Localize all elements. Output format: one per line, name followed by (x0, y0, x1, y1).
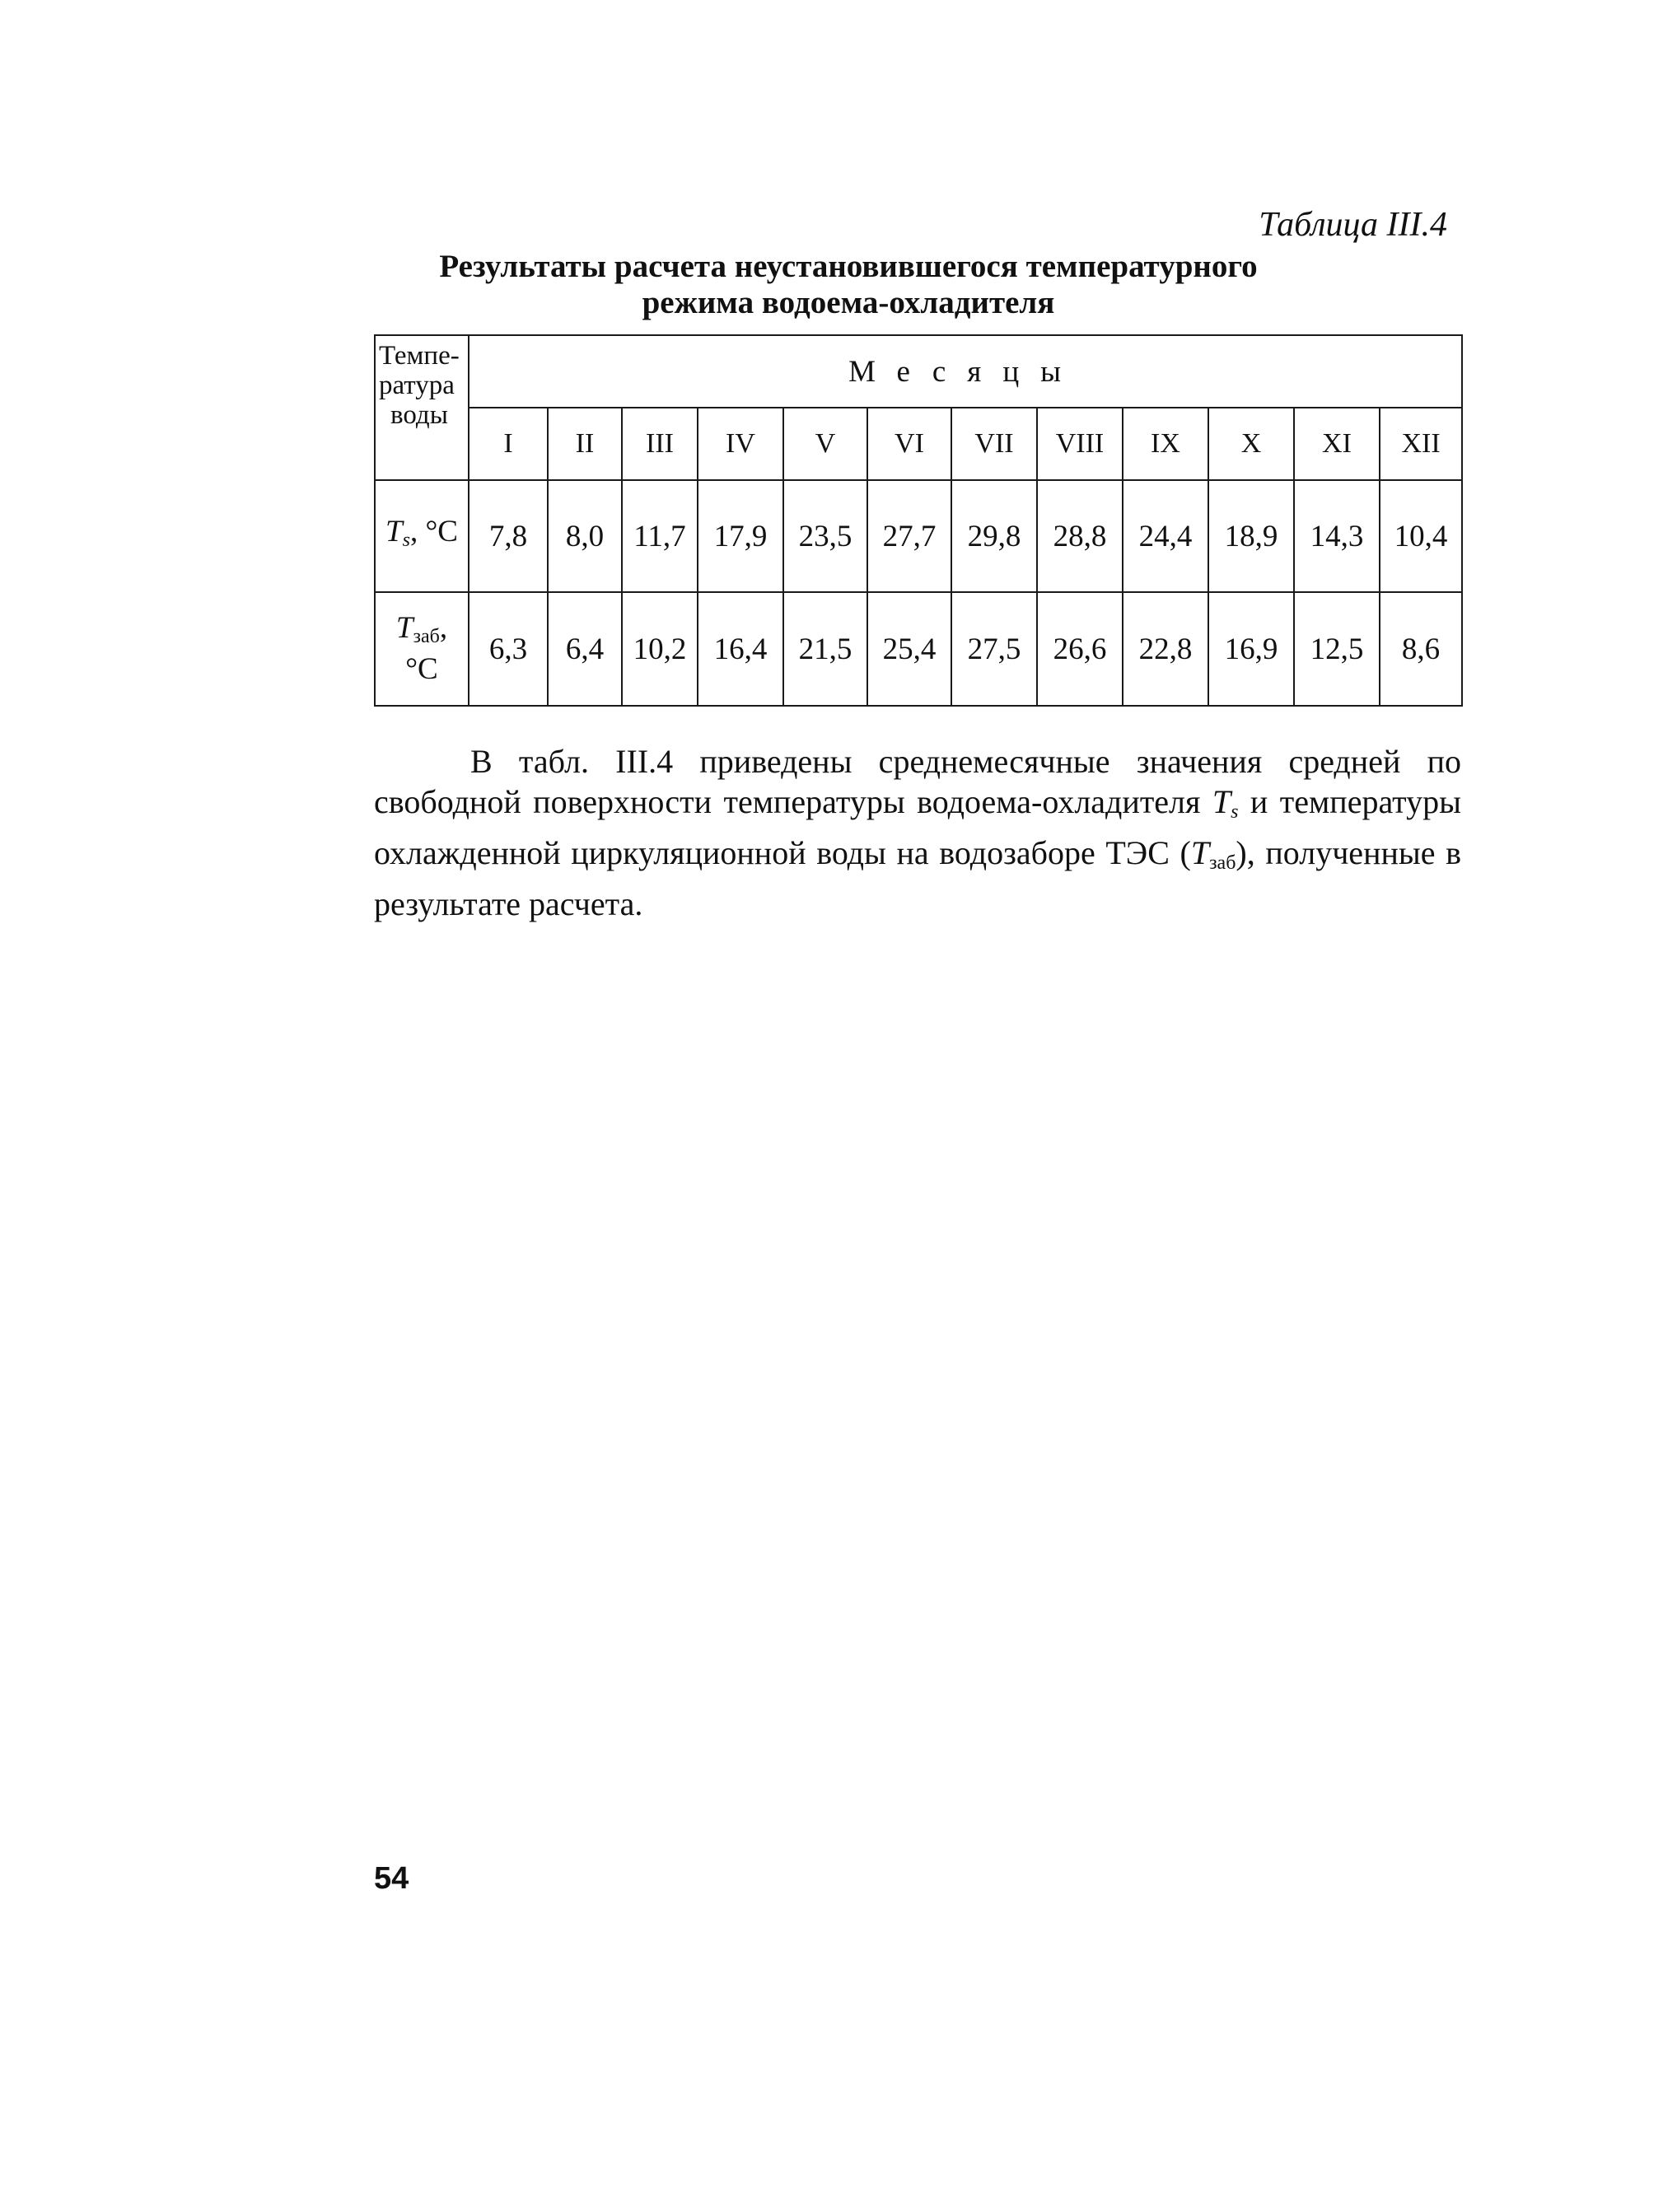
table-cell: 28,8 (1037, 480, 1123, 592)
corner-header-line-2: ратура (379, 371, 455, 400)
month-cell: XI (1294, 408, 1380, 480)
table-cell: 17,9 (698, 480, 783, 592)
table-cell: 6,4 (548, 592, 622, 706)
tzab-symbol: T (395, 611, 413, 645)
month-cell: VII (951, 408, 1037, 480)
paragraph-text-1: В табл. III.4 приведены среднемесячные значения средней по свободной поверхности температуры водоема-охладителя (374, 743, 1461, 820)
table-cell: 18,9 (1208, 480, 1294, 592)
table-label: Таблица III.4 (1259, 206, 1447, 244)
table-row-ts (375, 480, 1462, 592)
table-cell: 25,4 (867, 592, 951, 706)
page-number: 54 (374, 1861, 409, 1896)
table-cell: 16,9 (1208, 592, 1294, 706)
table-row-tzab (375, 592, 1462, 706)
table-cell: 27,7 (867, 480, 951, 592)
body-paragraph (374, 741, 1461, 924)
months-row (375, 408, 1462, 480)
table-title-line-1: Результаты расчета неустановившегося температурного (439, 249, 1258, 284)
month-cell: II (548, 408, 622, 480)
table-cell: 16,4 (698, 592, 783, 706)
table-title-line-2: режима водоема-охладителя (642, 285, 1055, 320)
corner-header-line-3: воды (390, 400, 448, 430)
tzab-label-line-2: °C (405, 652, 438, 686)
table-cell: 10,4 (1380, 480, 1462, 592)
table-cell: 23,5 (783, 480, 867, 592)
month-cell: VI (867, 408, 951, 480)
ts-unit: , °C (409, 515, 458, 548)
table-cell: 27,5 (951, 592, 1037, 706)
corner-header-line-1: Темпе- (379, 341, 460, 371)
month-cell: XII (1380, 408, 1462, 480)
month-cell: IV (698, 408, 783, 480)
paragraph-ts-subscript: s (1231, 801, 1239, 823)
tzab-label-line-1 (376, 612, 468, 653)
table-cell: 11,7 (622, 480, 698, 592)
month-cell: X (1208, 408, 1294, 480)
table-cell: 6,3 (469, 592, 548, 706)
corner-header-cell (375, 335, 469, 480)
paragraph-text-3: ), полученные в результате расчета. (374, 834, 1462, 922)
paragraph-tzab-symbol: T (1190, 834, 1210, 871)
paragraph-ts-symbol: T (1212, 783, 1231, 820)
tzab-subscript: заб (413, 626, 440, 647)
table-cell: 12,5 (1294, 592, 1380, 706)
table-cell: 10,2 (622, 592, 698, 706)
table-cell: 21,5 (783, 592, 867, 706)
month-cell: III (622, 408, 698, 480)
temperature-table (374, 334, 1463, 707)
table-cell: 26,6 (1037, 592, 1123, 706)
row-label-ts (375, 480, 469, 592)
table-cell: 24,4 (1123, 480, 1208, 592)
tzab-comma: , (439, 611, 448, 645)
months-header: Месяцы (469, 335, 1462, 408)
ts-symbol: T (385, 515, 403, 548)
table-title (362, 249, 1334, 321)
month-cell: IX (1123, 408, 1208, 480)
row-label-tzab (375, 592, 469, 706)
table-cell: 7,8 (469, 480, 548, 592)
table-cell: 22,8 (1123, 592, 1208, 706)
table-cell: 29,8 (951, 480, 1037, 592)
month-cell: VIII (1037, 408, 1123, 480)
table-cell: 8,6 (1380, 592, 1462, 706)
ts-subscript: s (402, 530, 410, 551)
paragraph-text-2: и температуры охлажденной циркуляционной воды на водозаборе ТЭС ( (374, 783, 1461, 871)
month-cell: I (469, 408, 548, 480)
table-header-row (375, 335, 1462, 408)
table-cell: 14,3 (1294, 480, 1380, 592)
table-cell: 8,0 (548, 480, 622, 592)
paragraph-tzab-subscript: заб (1209, 852, 1236, 874)
month-cell: V (783, 408, 867, 480)
